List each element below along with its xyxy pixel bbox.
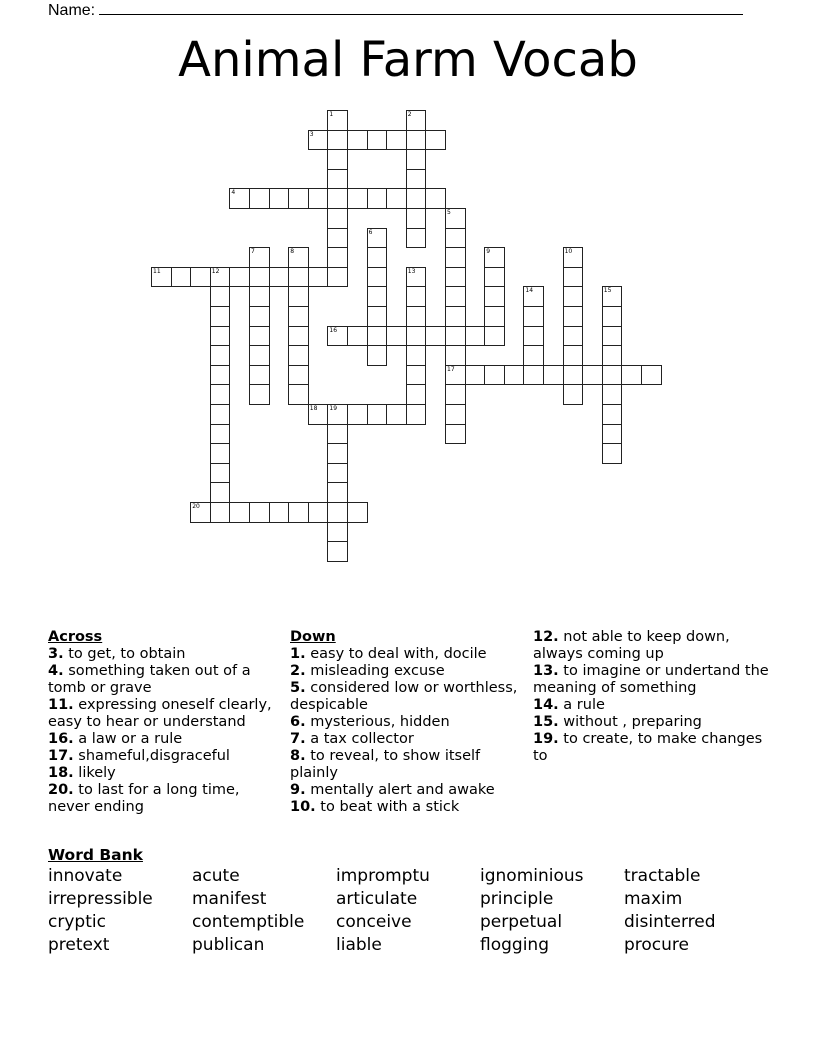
clue-number: 5 bbox=[447, 209, 451, 216]
clue-item bbox=[48, 765, 284, 782]
word-bank-item: cryptic bbox=[48, 912, 106, 932]
word-bank-item: maxim bbox=[624, 889, 683, 909]
crossword-cell[interactable] bbox=[229, 267, 250, 288]
crossword-cell[interactable] bbox=[367, 306, 388, 327]
clue-number: 10. bbox=[290, 799, 316, 815]
clue-item bbox=[48, 646, 284, 663]
clue-text: to reveal, to show itself plainly bbox=[290, 748, 481, 781]
crossword-cell[interactable] bbox=[445, 345, 466, 366]
word-bank-item: tractable bbox=[624, 866, 701, 886]
crossword-cell[interactable] bbox=[210, 286, 231, 307]
crossword-cell[interactable] bbox=[327, 228, 348, 249]
down-clues-continued bbox=[533, 629, 769, 765]
clue-text: a rule bbox=[558, 697, 605, 713]
word-bank-item: principle bbox=[480, 889, 554, 909]
clue-text: not able to keep down, always coming up bbox=[533, 629, 730, 662]
clue-item bbox=[533, 663, 769, 697]
crossword-cell[interactable] bbox=[602, 424, 623, 445]
crossword-cell[interactable] bbox=[602, 326, 623, 347]
clue-item bbox=[533, 697, 769, 714]
clue-text: to create, to make changes to bbox=[533, 731, 763, 764]
word-bank-item: impromptu bbox=[336, 866, 430, 886]
clue-number: 19 bbox=[329, 405, 338, 412]
clue-number: 12 bbox=[211, 267, 220, 275]
crossword-cell[interactable] bbox=[327, 326, 348, 347]
crossword-cell[interactable] bbox=[445, 404, 466, 425]
clue-text: mysterious, hidden bbox=[305, 714, 450, 730]
clue-item bbox=[533, 714, 769, 731]
crossword-cell[interactable] bbox=[504, 365, 525, 386]
crossword-cell[interactable] bbox=[249, 384, 270, 405]
crossword-cell[interactable] bbox=[445, 228, 466, 249]
crossword-cell[interactable] bbox=[386, 404, 407, 425]
crossword-cell[interactable] bbox=[190, 267, 211, 288]
word-bank-item: contemptible bbox=[192, 912, 305, 932]
crossword-cell[interactable] bbox=[523, 326, 544, 347]
crossword-cell[interactable] bbox=[327, 404, 348, 425]
crossword-cell[interactable] bbox=[249, 286, 270, 307]
page-title: Animal Farm Vocab bbox=[178, 32, 638, 88]
word-bank-item: irrepressible bbox=[48, 889, 153, 909]
word-bank-item: innovate bbox=[48, 866, 123, 886]
clue-number: 4 bbox=[231, 189, 236, 197]
crossword-cell[interactable] bbox=[602, 384, 623, 405]
clue-number: 14. bbox=[533, 697, 559, 713]
crossword-cell[interactable] bbox=[288, 267, 309, 288]
crossword-cell[interactable] bbox=[621, 365, 642, 386]
clue-number: 10 bbox=[564, 248, 573, 256]
crossword-cell[interactable] bbox=[288, 306, 309, 327]
clue-item bbox=[48, 697, 284, 731]
crossword-cell[interactable] bbox=[210, 424, 231, 445]
crossword-cell[interactable] bbox=[386, 326, 407, 347]
crossword-cell[interactable] bbox=[484, 267, 505, 288]
crossword-cell[interactable] bbox=[288, 188, 309, 209]
word-bank-item: procure bbox=[624, 935, 690, 955]
clue-number: 6. bbox=[290, 714, 306, 730]
crossword-cell[interactable] bbox=[249, 267, 270, 288]
crossword-cell[interactable] bbox=[406, 267, 427, 288]
crossword-cell[interactable] bbox=[210, 345, 231, 366]
word-bank-item: flogging bbox=[480, 935, 549, 955]
word-bank-item: liable bbox=[336, 935, 382, 955]
clue-number: 14 bbox=[525, 287, 534, 295]
clue-number: 7 bbox=[251, 248, 255, 256]
crossword-cell[interactable] bbox=[406, 110, 427, 131]
crossword-cell[interactable] bbox=[367, 404, 388, 425]
clue-item bbox=[290, 714, 526, 731]
crossword-cell[interactable] bbox=[288, 502, 309, 523]
crossword-cell[interactable] bbox=[327, 502, 348, 523]
crossword-cell[interactable] bbox=[249, 345, 270, 366]
crossword-cell[interactable] bbox=[406, 326, 427, 347]
clue-text: without , preparing bbox=[558, 714, 702, 730]
clue-item bbox=[290, 799, 526, 816]
clue-number: 8 bbox=[290, 248, 295, 256]
crossword-cell[interactable] bbox=[484, 286, 505, 307]
crossword-cell[interactable] bbox=[367, 247, 388, 268]
crossword-cell[interactable] bbox=[327, 267, 348, 288]
crossword-cell[interactable] bbox=[484, 306, 505, 327]
word-bank-item: pretext bbox=[48, 935, 110, 955]
crossword-cell[interactable] bbox=[327, 149, 348, 170]
word-bank-item: ignominious bbox=[480, 866, 584, 886]
clue-number: 16. bbox=[48, 731, 74, 747]
clue-number: 13 bbox=[407, 267, 416, 275]
clue-number: 12. bbox=[533, 629, 559, 645]
crossword-cell[interactable] bbox=[327, 482, 348, 503]
crossword-cell[interactable] bbox=[563, 247, 584, 268]
crossword-cell[interactable] bbox=[269, 502, 290, 523]
word-bank-item: publican bbox=[192, 935, 265, 955]
clue-number: 17. bbox=[48, 748, 74, 764]
across-clues bbox=[48, 629, 284, 816]
crossword-cell[interactable] bbox=[367, 130, 388, 151]
clue-number: 20. bbox=[48, 782, 74, 798]
clue-number: 9 bbox=[486, 248, 491, 256]
clue-item bbox=[290, 663, 526, 680]
clue-number: 9. bbox=[290, 782, 306, 798]
crossword-cell[interactable] bbox=[563, 306, 584, 327]
clue-number: 7. bbox=[290, 731, 306, 747]
crossword-cell[interactable] bbox=[367, 345, 388, 366]
crossword-cell[interactable] bbox=[406, 228, 427, 249]
crossword-cell[interactable] bbox=[406, 384, 427, 405]
crossword-cell[interactable] bbox=[602, 286, 623, 307]
crossword-cell[interactable] bbox=[367, 286, 388, 307]
clue-number: 17 bbox=[447, 365, 455, 373]
crossword-cell[interactable] bbox=[425, 326, 446, 347]
clue-number: 2 bbox=[407, 111, 412, 118]
crossword-cell[interactable] bbox=[523, 365, 544, 386]
clue-number: 13. bbox=[533, 663, 559, 679]
crossword-cell[interactable] bbox=[347, 502, 368, 523]
crossword-cell[interactable] bbox=[210, 443, 231, 464]
crossword-cell[interactable] bbox=[563, 326, 584, 347]
clue-number: 18 bbox=[309, 405, 318, 412]
clue-number: 16 bbox=[329, 326, 338, 334]
crossword-cell[interactable] bbox=[367, 326, 388, 347]
clue-text: to beat with a stick bbox=[315, 799, 460, 815]
crossword-cell[interactable] bbox=[308, 130, 329, 151]
crossword-cell[interactable] bbox=[523, 306, 544, 327]
crossword-cell[interactable] bbox=[445, 286, 466, 307]
clue-number: 3 bbox=[309, 130, 314, 138]
clue-text: something taken out of a tomb or grave bbox=[48, 663, 251, 696]
clue-number: 11. bbox=[48, 697, 74, 713]
down-clues bbox=[290, 629, 526, 816]
crossword-cell[interactable] bbox=[602, 404, 623, 425]
crossword-cell[interactable] bbox=[190, 502, 211, 523]
crossword-cell[interactable] bbox=[327, 522, 348, 543]
crossword-cell[interactable] bbox=[327, 110, 348, 131]
crossword-cell[interactable] bbox=[445, 208, 466, 229]
crossword-cell[interactable] bbox=[602, 365, 623, 386]
clue-item bbox=[48, 663, 284, 697]
crossword-cell[interactable] bbox=[386, 188, 407, 209]
clue-number: 1. bbox=[290, 646, 306, 662]
clue-text: to get, to obtain bbox=[63, 646, 186, 662]
clue-number: 2. bbox=[290, 663, 306, 679]
clue-item bbox=[533, 731, 769, 765]
crossword-cell[interactable] bbox=[288, 345, 309, 366]
crossword-cell[interactable] bbox=[308, 404, 329, 425]
clue-text: a law or a rule bbox=[73, 731, 183, 747]
word-bank-item: manifest bbox=[192, 889, 267, 909]
clue-text: shameful,disgraceful bbox=[73, 748, 230, 764]
clue-number: 15. bbox=[533, 714, 559, 730]
crossword-cell[interactable] bbox=[347, 404, 368, 425]
crossword-cell[interactable] bbox=[563, 286, 584, 307]
clue-item bbox=[48, 748, 284, 765]
crossword-cell[interactable] bbox=[249, 326, 270, 347]
crossword-cell[interactable] bbox=[406, 188, 427, 209]
crossword-cell[interactable] bbox=[445, 247, 466, 268]
clue-item bbox=[48, 782, 284, 816]
crossword-cell[interactable] bbox=[484, 247, 505, 268]
crossword-cell[interactable] bbox=[327, 169, 348, 190]
crossword-cell[interactable] bbox=[288, 384, 309, 405]
clue-number: 15 bbox=[603, 287, 612, 295]
crossword-cell[interactable] bbox=[327, 443, 348, 464]
crossword-cell[interactable] bbox=[484, 326, 505, 347]
clue-item bbox=[533, 629, 769, 663]
crossword-cell[interactable] bbox=[445, 326, 466, 347]
crossword-cell[interactable] bbox=[171, 267, 192, 288]
crossword-cell[interactable] bbox=[484, 365, 505, 386]
clue-number: 3. bbox=[48, 646, 64, 662]
crossword-cell[interactable] bbox=[288, 326, 309, 347]
crossword-cell[interactable] bbox=[602, 443, 623, 464]
clue-text: expressing oneself clearly, easy to hear or understand bbox=[48, 697, 272, 730]
crossword-cell[interactable] bbox=[210, 365, 231, 386]
clue-text: easy to deal with, docile bbox=[305, 646, 487, 662]
clue-number: 18. bbox=[48, 765, 74, 781]
crossword-cell[interactable] bbox=[327, 247, 348, 268]
crossword-cell[interactable] bbox=[445, 384, 466, 405]
crossword-cell[interactable] bbox=[327, 188, 348, 209]
crossword-cell[interactable] bbox=[327, 424, 348, 445]
clue-number: 4. bbox=[48, 663, 64, 679]
crossword-cell[interactable] bbox=[269, 267, 290, 288]
clue-text: to imagine or undertand the meaning of something bbox=[533, 663, 769, 696]
clue-number: 5. bbox=[290, 680, 306, 696]
crossword-cell[interactable] bbox=[543, 365, 564, 386]
crossword-cell[interactable] bbox=[288, 365, 309, 386]
crossword-cell[interactable] bbox=[269, 188, 290, 209]
crossword-cell[interactable] bbox=[229, 502, 250, 523]
crossword-cell[interactable] bbox=[327, 130, 348, 151]
crossword-cell[interactable] bbox=[386, 130, 407, 151]
crossword-cell[interactable] bbox=[445, 424, 466, 445]
name-label: Name: bbox=[48, 2, 96, 19]
clue-text: to last for a long time, never ending bbox=[48, 782, 240, 815]
crossword-cell[interactable] bbox=[308, 267, 329, 288]
crossword-cell[interactable] bbox=[425, 130, 446, 151]
crossword-cell[interactable] bbox=[445, 306, 466, 327]
crossword-cell[interactable] bbox=[229, 188, 250, 209]
crossword-cell[interactable] bbox=[288, 247, 309, 268]
crossword-cell[interactable] bbox=[602, 345, 623, 366]
crossword-cell[interactable] bbox=[367, 267, 388, 288]
crossword-cell[interactable] bbox=[602, 306, 623, 327]
clue-text: likely bbox=[73, 765, 116, 781]
crossword-cell[interactable] bbox=[210, 267, 231, 288]
crossword-cell[interactable] bbox=[249, 188, 270, 209]
clue-item bbox=[290, 782, 526, 799]
clue-text: misleading excuse bbox=[305, 663, 445, 679]
clue-number: 11 bbox=[153, 267, 161, 275]
crossword-cell[interactable] bbox=[308, 188, 329, 209]
crossword-cell[interactable] bbox=[327, 541, 348, 562]
clue-item bbox=[290, 680, 526, 714]
crossword-cell[interactable] bbox=[563, 267, 584, 288]
clue-item bbox=[290, 646, 526, 663]
crossword-cell[interactable] bbox=[151, 267, 172, 288]
crossword-cell[interactable] bbox=[249, 306, 270, 327]
crossword-cell[interactable] bbox=[406, 306, 427, 327]
word-bank bbox=[48, 867, 768, 955]
word-bank-item: articulate bbox=[336, 889, 418, 909]
crossword-cell[interactable] bbox=[523, 286, 544, 307]
crossword-cell[interactable] bbox=[582, 365, 603, 386]
crossword-cell[interactable] bbox=[347, 130, 368, 151]
clue-number: 6 bbox=[368, 228, 373, 236]
across-heading: Across bbox=[48, 629, 103, 645]
crossword-cell[interactable] bbox=[210, 306, 231, 327]
crossword-cell[interactable] bbox=[288, 286, 309, 307]
crossword-cell[interactable] bbox=[406, 130, 427, 151]
crossword-cell[interactable] bbox=[249, 365, 270, 386]
clue-number: 1 bbox=[329, 111, 334, 118]
crossword-cell[interactable] bbox=[210, 404, 231, 425]
clue-number: 20 bbox=[192, 503, 200, 510]
crossword-cell[interactable] bbox=[406, 169, 427, 190]
crossword-cell[interactable] bbox=[563, 384, 584, 405]
word-bank-item: perpetual bbox=[480, 912, 563, 932]
crossword-cell[interactable] bbox=[327, 463, 348, 484]
crossword-cell[interactable] bbox=[465, 326, 486, 347]
crossword-cell[interactable] bbox=[327, 208, 348, 229]
crossword-cell[interactable] bbox=[210, 463, 231, 484]
crossword-cell[interactable] bbox=[367, 228, 388, 249]
word-bank-item: conceive bbox=[336, 912, 412, 932]
crossword-cell[interactable] bbox=[641, 365, 662, 386]
clue-text: considered low or worthless, despicable bbox=[290, 680, 518, 713]
clue-item bbox=[290, 731, 526, 748]
crossword-cell[interactable] bbox=[210, 502, 231, 523]
clue-number: 19. bbox=[533, 731, 559, 747]
crossword-cell[interactable] bbox=[406, 404, 427, 425]
word-bank-item: acute bbox=[192, 866, 240, 886]
clue-item bbox=[290, 748, 526, 782]
crossword-cell[interactable] bbox=[563, 345, 584, 366]
crossword-cell[interactable] bbox=[563, 365, 584, 386]
crossword-cell[interactable] bbox=[406, 286, 427, 307]
crossword-cell[interactable] bbox=[210, 482, 231, 503]
crossword-cell[interactable] bbox=[367, 188, 388, 209]
crossword-cell[interactable] bbox=[406, 208, 427, 229]
word-bank-item: disinterred bbox=[624, 912, 716, 932]
clue-text: a tax collector bbox=[305, 731, 414, 747]
crossword-cell[interactable] bbox=[406, 365, 427, 386]
down-heading: Down bbox=[290, 629, 336, 645]
crossword-cell[interactable] bbox=[425, 188, 446, 209]
clue-item bbox=[48, 731, 284, 748]
crossword-cell[interactable] bbox=[347, 188, 368, 209]
crossword-cell[interactable] bbox=[465, 365, 486, 386]
crossword-cell[interactable] bbox=[406, 149, 427, 170]
clue-number: 8. bbox=[290, 748, 306, 764]
crossword-cell[interactable] bbox=[249, 247, 270, 268]
crossword-cell[interactable] bbox=[210, 384, 231, 405]
crossword-cell[interactable] bbox=[210, 326, 231, 347]
crossword-cell[interactable] bbox=[406, 345, 427, 366]
crossword-cell[interactable] bbox=[347, 326, 368, 347]
crossword-cell[interactable] bbox=[445, 365, 466, 386]
clue-text: mentally alert and awake bbox=[305, 782, 495, 798]
crossword-cell[interactable] bbox=[523, 345, 544, 366]
crossword-cell[interactable] bbox=[308, 502, 329, 523]
crossword-cell[interactable] bbox=[445, 267, 466, 288]
word-bank-heading: Word Bank bbox=[48, 846, 143, 864]
crossword-cell[interactable] bbox=[249, 502, 270, 523]
